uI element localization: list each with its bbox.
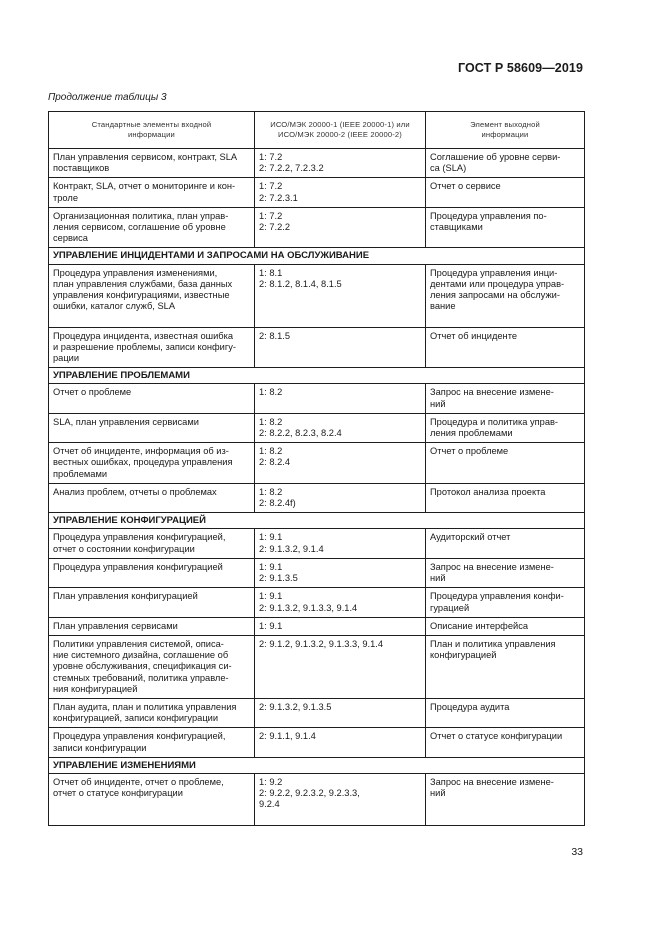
section-row xyxy=(49,513,585,529)
cell-line: 2: 9.1.3.5 xyxy=(259,573,298,584)
cell-line: 2: 8.2.4 xyxy=(259,457,291,468)
input-elements-cell xyxy=(49,178,255,207)
cell-line: отчет о состоянии конфигурации xyxy=(53,543,195,554)
cell-line: Отчет об инциденте xyxy=(430,330,518,341)
cell-line: и разрешение проблемы, записи конфигу- xyxy=(53,341,236,352)
output-element-cell xyxy=(426,413,585,442)
cell-line: вестных ошибках, процедура управления xyxy=(53,457,233,468)
cell-line: 1: 8.2 xyxy=(259,446,283,457)
standard-clause-cell xyxy=(255,483,426,512)
table-row xyxy=(49,149,585,178)
standard-clause-cell xyxy=(255,327,426,368)
cell-line: Процедура управления по- xyxy=(430,210,547,221)
cell-line: ления сервисом, соглашение об уровне xyxy=(53,222,226,233)
cell-line: План и политика управления xyxy=(430,638,556,649)
cell-line: SLA, план управления сервисами xyxy=(53,416,199,427)
standard-clause-cell xyxy=(255,588,426,617)
cell-line: Протокол анализа проекта xyxy=(430,486,546,497)
column-header-standard: ИСО/МЭК 20000-1 (IEEE 20000-1) или ИСО/МЭК 20000-2 (IEEE 20000-2) xyxy=(255,112,426,149)
cell-line: 2: 9.2.2, 9.2.3.2, 9.2.3.3, xyxy=(259,788,360,799)
cell-line: поставщиков xyxy=(53,163,110,174)
standard-clause-cell xyxy=(255,264,426,327)
cell-line: 2: 9.1.3.2, 9.1.3.5 xyxy=(259,701,332,712)
standard-clause-cell xyxy=(255,207,426,248)
cell-line: Процедура инцидента, известная ошибка xyxy=(53,330,234,341)
column-header-output: Элемент выходной информации xyxy=(426,112,585,149)
output-element-cell xyxy=(426,384,585,413)
output-element-cell xyxy=(426,483,585,512)
cell-line: План управления сервисами xyxy=(53,620,178,631)
section-title: УПРАВЛЕНИЕ ИЗМЕНЕНИЯМИ xyxy=(49,757,585,773)
cell-line: ний xyxy=(430,398,446,409)
cell-line: рации xyxy=(53,353,80,364)
cell-line: 2: 8.1.5 xyxy=(259,330,291,341)
cell-line: Отчет об инциденте, информация об из- xyxy=(53,446,229,457)
cell-spacer xyxy=(259,290,421,301)
cell-line: Процедура управления конфигурацией, xyxy=(53,731,226,742)
cell-line: 1: 8.2 xyxy=(259,416,283,427)
cell-line: конфигурацией xyxy=(430,650,497,661)
output-element-cell xyxy=(426,698,585,727)
cell-line: ления проблемами xyxy=(430,428,513,439)
cell-line: 2: 7.2.2, 7.2.3.2 xyxy=(259,163,324,174)
cell-line: 1: 9.2 xyxy=(259,776,283,787)
cell-line: Процедура и политика управ- xyxy=(430,416,559,427)
cell-line: План аудита, план и политика управления xyxy=(53,701,237,712)
table-row xyxy=(49,773,585,825)
table-row xyxy=(49,207,585,248)
cell-line: ний xyxy=(430,788,446,799)
cell-line: 1: 7.2 xyxy=(259,152,283,162)
cell-line: 2: 9.1.2, 9.1.3.2, 9.1.3.3, 9.1.4 xyxy=(259,638,384,649)
cell-line: 1: 9.1 xyxy=(259,591,283,602)
cell-line: 1: 7.2 xyxy=(259,210,283,221)
cell-line: отчет о статусе конфигурации xyxy=(53,788,183,799)
cell-line: ления запросами на обслужи- xyxy=(430,290,560,301)
standard-clause-cell xyxy=(255,728,426,757)
output-element-cell xyxy=(426,207,585,248)
section-title: УПРАВЛЕНИЕ ПРОБЛЕМАМИ xyxy=(49,368,585,384)
cell-line: 1: 7.2 xyxy=(259,181,283,192)
document-code: ГОСТ Р 58609—2019 xyxy=(457,61,583,75)
output-element-cell xyxy=(426,617,585,635)
cell-line: план управления службами, база данных xyxy=(53,278,233,289)
cell-line: уровне обслуживания, спецификация си- xyxy=(53,661,232,672)
table-row xyxy=(49,327,585,368)
cell-line: ошибки, каталог служб, SLA xyxy=(53,301,176,312)
table-row xyxy=(49,529,585,558)
output-element-cell xyxy=(426,635,585,698)
table-row xyxy=(49,617,585,635)
cell-line: Отчет о проблеме xyxy=(53,387,132,398)
section-row xyxy=(49,757,585,773)
table-header-row xyxy=(49,112,585,149)
input-elements-cell xyxy=(49,529,255,558)
cell-line: 1: 9.1 xyxy=(259,532,283,543)
cell-line: Аудиторский отчет xyxy=(430,532,511,543)
input-elements-cell xyxy=(49,264,255,327)
cell-line: 2: 9.1.1, 9.1.4 xyxy=(259,731,316,742)
table-row xyxy=(49,728,585,757)
output-element-cell xyxy=(426,327,585,368)
cell-line: ние системного дизайна, соглашение об xyxy=(53,650,229,661)
cell-line: 1: 9.1 xyxy=(259,620,283,631)
input-elements-cell xyxy=(49,635,255,698)
table-caption: Продолжение таблицы 3 xyxy=(48,92,167,103)
table-row xyxy=(49,635,585,698)
input-elements-cell xyxy=(49,207,255,248)
cell-line: Организационная политика, план управ- xyxy=(53,210,229,221)
cell-line: ния конфигурацией xyxy=(53,683,138,694)
cell-line: вание xyxy=(430,301,456,312)
input-elements-cell xyxy=(49,443,255,484)
standard-clause-cell xyxy=(255,617,426,635)
standard-clause-cell xyxy=(255,635,426,698)
standard-clause-cell xyxy=(255,384,426,413)
cell-line: сервиса xyxy=(53,233,88,244)
cell-line: Процедура управления инци- xyxy=(430,267,558,278)
output-element-cell xyxy=(426,558,585,587)
cell-line: 2: 9.1.3.2, 9.1.4 xyxy=(259,543,324,554)
input-elements-cell xyxy=(49,728,255,757)
cell-spacer xyxy=(259,811,421,822)
section-title: УПРАВЛЕНИЕ КОНФИГУРАЦИЕЙ xyxy=(49,513,585,529)
input-elements-cell xyxy=(49,558,255,587)
cell-line: троле xyxy=(53,192,78,203)
cell-line: проблемами xyxy=(53,468,108,479)
section-row xyxy=(49,368,585,384)
cell-line: ставщиками xyxy=(430,222,483,233)
output-element-cell xyxy=(426,149,585,178)
cell-line: записи конфигурации xyxy=(53,742,147,753)
cell-line: дентами или процедура управ- xyxy=(430,278,565,289)
input-elements-cell xyxy=(49,617,255,635)
cell-line: Процедура управления изменениями, xyxy=(53,267,218,278)
input-elements-cell xyxy=(49,483,255,512)
column-header-input: Стандартные элементы входной информации xyxy=(49,112,255,149)
cell-line: са (SLA) xyxy=(430,163,467,174)
section-title: УПРАВЛЕНИЕ ИНЦИДЕНТАМИ И ЗАПРОСАМИ НА ОБСЛУЖИВАНИЕ xyxy=(49,248,585,264)
output-element-cell xyxy=(426,529,585,558)
cell-line: 1: 8.1 xyxy=(259,267,283,278)
table-row xyxy=(49,588,585,617)
table-row xyxy=(49,443,585,484)
table-row xyxy=(49,483,585,512)
cell-line: Запрос на внесение измене- xyxy=(430,387,554,398)
cell-line: Отчет о проблеме xyxy=(430,446,509,457)
cell-line: 2: 8.2.2, 8.2.3, 8.2.4 xyxy=(259,428,342,439)
cell-spacer xyxy=(53,312,250,323)
input-elements-cell xyxy=(49,773,255,825)
cell-line: 1: 9.1 xyxy=(259,561,283,572)
cell-line: Политики управления системой, описа- xyxy=(53,638,224,649)
table-row xyxy=(49,698,585,727)
output-element-cell xyxy=(426,178,585,207)
cell-spacer xyxy=(430,799,580,810)
output-element-cell xyxy=(426,443,585,484)
cell-line: стемных требований, политика управле- xyxy=(53,672,229,683)
cell-spacer xyxy=(430,312,580,323)
cell-line: 2: 8.1.2, 8.1.4, 8.1.5 xyxy=(259,278,342,289)
input-elements-cell xyxy=(49,327,255,368)
cell-line: 2: 7.2.2 xyxy=(259,222,291,233)
cell-line: Описание интерфейса xyxy=(430,620,529,631)
cell-line: 2: 9.1.3.2, 9.1.3.3, 9.1.4 xyxy=(259,602,358,613)
cell-line: Анализ проблем, отчеты о проблемах xyxy=(53,486,217,497)
standard-clause-cell xyxy=(255,413,426,442)
table-row xyxy=(49,413,585,442)
cell-line: Запрос на внесение измене- xyxy=(430,776,554,787)
cell-line: План управления конфигурацией xyxy=(53,591,198,602)
cell-line: Отчет о статусе конфигурации xyxy=(430,731,563,742)
standard-clause-cell xyxy=(255,773,426,825)
standards-table xyxy=(48,111,585,826)
cell-line: Контракт, SLA, отчет о мониторинге и кон- xyxy=(53,181,236,192)
input-elements-cell xyxy=(49,698,255,727)
cell-line: 1: 8.2 xyxy=(259,486,283,497)
cell-line: гурацией xyxy=(430,602,470,613)
cell-line: 2: 7.2.3.1 xyxy=(259,192,298,203)
cell-line: Отчет о сервисе xyxy=(430,181,501,192)
standard-clause-cell xyxy=(255,178,426,207)
cell-line: Процедура аудита xyxy=(430,701,510,712)
cell-line: Отчет об инциденте, отчет о проблеме, xyxy=(53,776,224,787)
section-row xyxy=(49,248,585,264)
output-element-cell xyxy=(426,588,585,617)
cell-line: Процедура управления конфи- xyxy=(430,591,564,602)
input-elements-cell xyxy=(49,384,255,413)
input-elements-cell xyxy=(49,149,255,178)
cell-line: Соглашение об уровне серви- xyxy=(430,152,561,162)
standard-clause-cell xyxy=(255,698,426,727)
standard-clause-cell xyxy=(255,149,426,178)
page-number: 33 xyxy=(571,846,583,858)
cell-line: управления конфигурациями, известные xyxy=(53,290,230,301)
standard-clause-cell xyxy=(255,443,426,484)
cell-line: 1: 8.2 xyxy=(259,387,283,398)
cell-line: ний xyxy=(430,573,446,584)
input-elements-cell xyxy=(49,413,255,442)
cell-line: План управления сервисом, контракт, SLA xyxy=(53,152,238,162)
cell-line: конфигурацией, записи конфигурации xyxy=(53,713,219,724)
input-elements-cell xyxy=(49,588,255,617)
table-row xyxy=(49,264,585,327)
table-row xyxy=(49,558,585,587)
cell-line: 2: 8.2.4f) xyxy=(259,498,296,509)
cell-spacer xyxy=(53,799,250,810)
cell-line: Запрос на внесение измене- xyxy=(430,561,554,572)
table-row xyxy=(49,384,585,413)
output-element-cell xyxy=(426,773,585,825)
cell-line: 9.2.4 xyxy=(259,799,280,810)
standard-clause-cell xyxy=(255,558,426,587)
output-element-cell xyxy=(426,728,585,757)
cell-line: Процедура управления конфигурацией, xyxy=(53,532,226,543)
standard-clause-cell xyxy=(255,529,426,558)
output-element-cell xyxy=(426,264,585,327)
cell-line: Процедура управления конфигурацией xyxy=(53,561,223,572)
table-row xyxy=(49,178,585,207)
